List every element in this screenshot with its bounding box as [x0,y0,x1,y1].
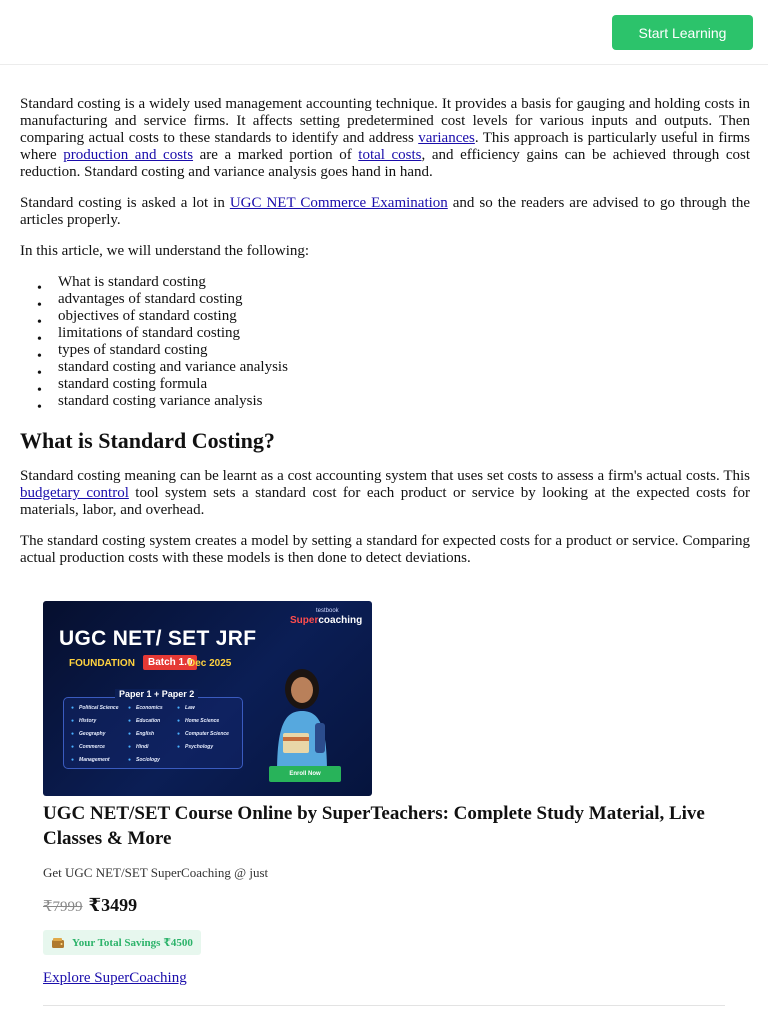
original-price: ₹7999 [43,899,83,915]
list-item: • advantages of standard costing [20,291,750,308]
budgetary-control-link[interactable]: budgetary control [20,485,129,501]
testbook-logo-text: testbook [316,608,339,614]
list-item: • standard costing variance analysis [20,393,750,410]
course-banner-image[interactable] [43,601,372,796]
explore-supercoaching-link[interactable]: Explore SuperCoaching [43,970,187,986]
course-offer-text: Get UGC NET/SET SuperCoaching @ just [43,865,269,880]
list-item: • objectives of standard costing [20,308,750,325]
subject-item: ● History [71,718,96,724]
subject-item: ● Sociology [128,757,160,763]
intro2-text-b: and so the readers are advised to go through the articles properly. [20,195,750,228]
intro2-text-a: Standard costing is asked a lot in [20,195,230,211]
banner-batch-badge: Batch 1.0 [143,655,197,670]
section-paragraph-1 [20,468,750,519]
savings-badge [43,930,201,955]
subject-item: ● Psychology [177,744,213,750]
course-title: UGC NET/SET Course Online by SuperTeachers: Complete Study Material, Live Classes & More [43,803,705,849]
section-text-b: tool system sets a standard cost for each product or service by looking at the expected costs for materials, labor, and overhead. [20,485,751,518]
subject-item: ● Hindi [128,744,149,750]
banner-foundation: FOUNDATION [69,658,135,669]
wallet-icon [52,938,64,948]
intro-text-d: , and efficiency gains can be achieved through cost reduction. Standard costing and variance analysis goes hand in hand. [20,147,750,180]
subject-item: ● Education [128,718,160,724]
list-item: • standard costing formula [20,376,750,393]
list-item: • standard costing and variance analysis [20,359,750,376]
intro-paragraph-1 [20,96,750,181]
brand-coaching-text: coaching [318,615,363,626]
start-learning-button[interactable]: Start Learning [612,15,753,50]
enroll-now-button[interactable]: Enroll Now [269,766,341,782]
subject-item: ● Home Science [177,718,219,724]
subject-item: ● English [128,731,154,737]
section-text-a: Standard costing meaning can be learnt as a cost accounting system that uses set costs to assess a firm's actual costs. This [20,468,750,484]
article-toc-list [20,274,750,410]
intro-text-c: are a marked portion of [193,147,359,163]
list-item: • What is standard costing [20,274,750,291]
subject-item: ● Computer Science [177,731,229,737]
list-item: • limitations of standard costing [20,325,750,342]
subject-item: ● Management [71,757,110,763]
banner-paper-label: Paper 1 + Paper 2 [115,689,198,699]
subject-item: ● Political Science [71,705,119,711]
divider [43,1005,725,1006]
supercoaching-logo [290,615,362,626]
price-row [43,895,743,916]
intro-paragraph-3: In this article, we will understand the following: [20,243,310,259]
student-illustration [265,663,339,773]
section-paragraph-2: The standard costing system creates a model by setting a standard for expected costs for a product or service. Comparing actual production costs with these models is then done to detect deviations. [20,533,750,566]
subject-item: ● Geography [71,731,105,737]
banner-date: Dec 2025 [188,658,232,669]
subject-item: ● Commerce [71,744,105,750]
intro-text-a: Standard costing is a widely used management accounting technique. It provides a basis for gauging and holding costs in manufacturing and service firms. It affects setting predetermined cost levels for various inputs and outputs. Then comparing actual costs to these standards to identify and address [20,96,750,146]
brand-super-text: Super [290,615,319,626]
list-item: • types of standard costing [20,342,750,359]
top-bar [0,0,768,65]
subject-item: ● Law [177,705,195,711]
total-costs-link[interactable]: total costs [358,147,422,163]
production-and-costs-link[interactable]: production and costs [63,147,194,163]
variances-link[interactable]: variances [418,130,475,146]
section-heading: What is Standard Costing? [20,428,275,453]
intro-paragraph-2 [20,195,750,229]
ugc-net-commerce-link[interactable]: UGC NET Commerce Examination [229,195,448,211]
subject-item: ● Economics [128,705,163,711]
banner-title: UGC NET/ SET JRF [59,627,257,650]
course-promo-card [43,601,743,1006]
discounted-price: ₹3499 [88,895,138,915]
savings-text: Your Total Savings ₹4500 [72,937,193,949]
article-body [20,96,750,581]
intro-text-b: . This approach is particularly useful in firms where [20,130,751,163]
